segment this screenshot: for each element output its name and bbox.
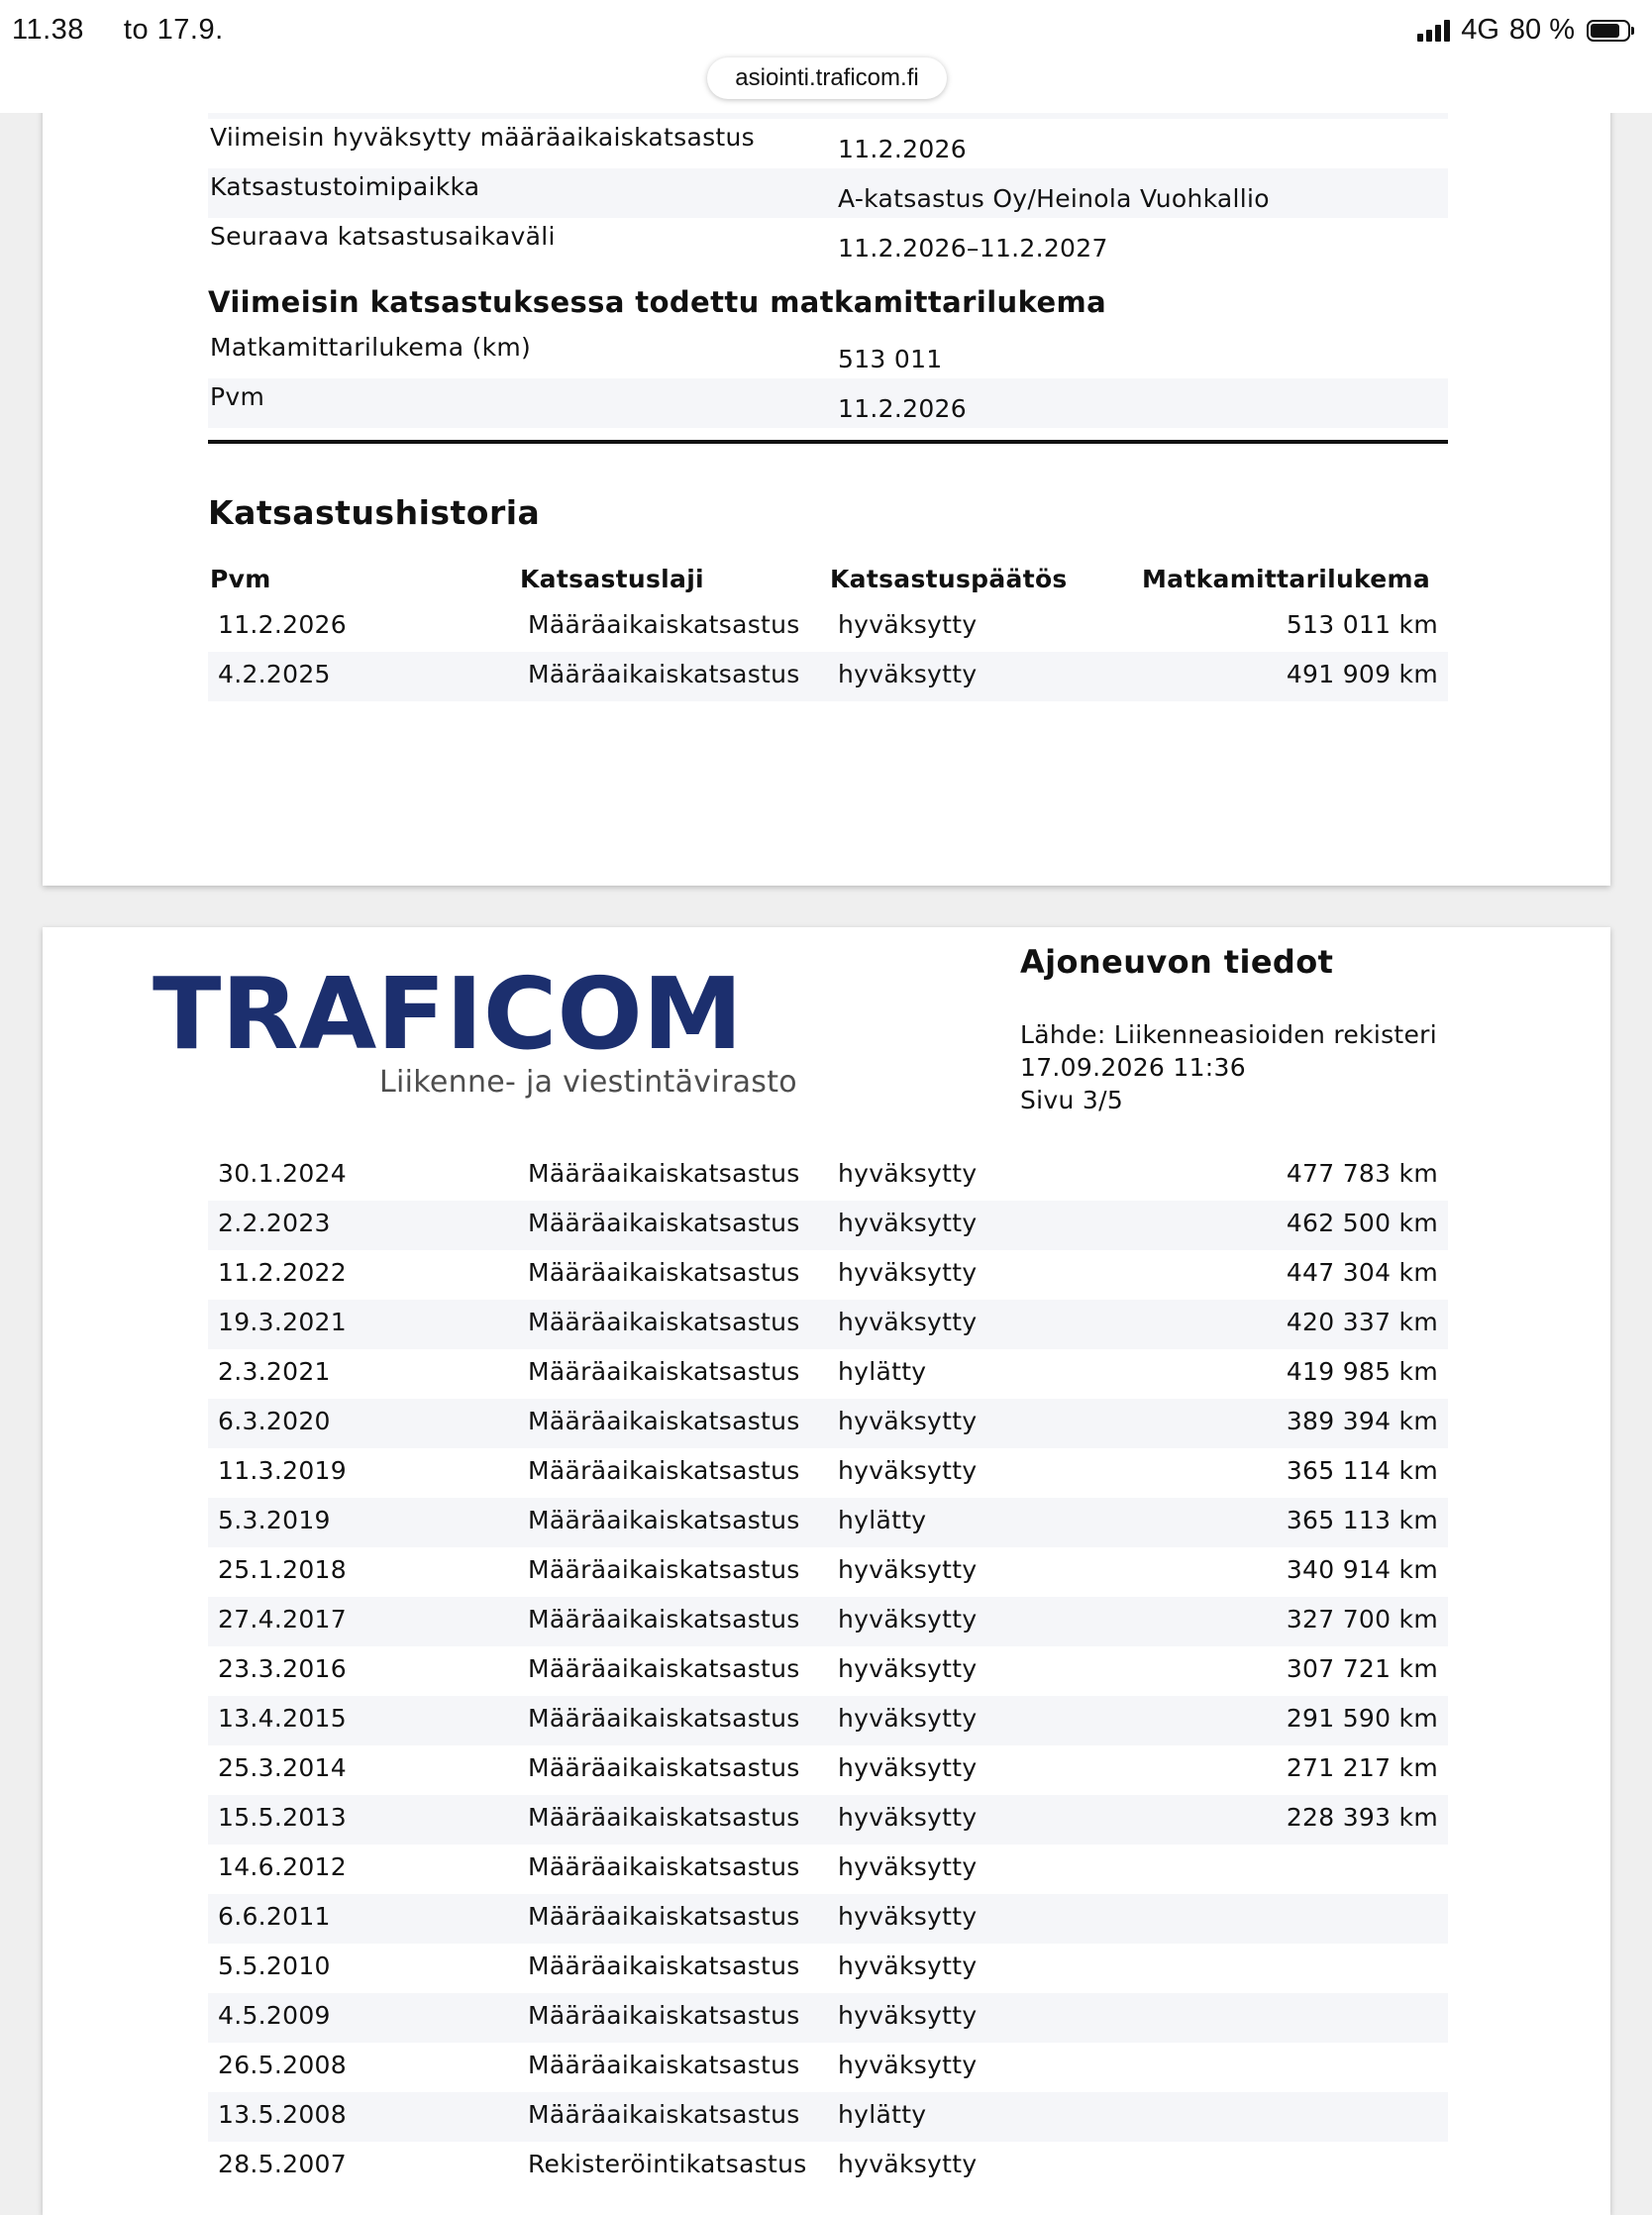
- detail-row: [208, 119, 1448, 168]
- cell-odometer: 491 909 km: [1286, 660, 1438, 688]
- cell-date: 14.6.2012: [218, 1852, 347, 1881]
- traficom-logo: [153, 972, 797, 1120]
- cell-date: 13.5.2008: [218, 2100, 347, 2129]
- cell-type: Määräaikaiskatsastus: [528, 2001, 800, 2030]
- cell-decision: hyväksytty: [838, 660, 978, 688]
- cell-odometer: 420 337 km: [1286, 1308, 1438, 1336]
- document-source: Lähde: Liikenneasioiden rekisteri: [1020, 1020, 1438, 1049]
- logo-subtitle: Liikenne- ja viestintävirasto: [379, 1065, 797, 1100]
- cell-odometer: 271 217 km: [1286, 1753, 1438, 1782]
- document-page-2[interactable]: [43, 0, 1610, 886]
- cell-decision: hyväksytty: [838, 1605, 978, 1634]
- cell-decision: hyväksytty: [838, 1159, 978, 1188]
- cell-decision: hylätty: [838, 1357, 927, 1386]
- cell-decision: hyväksytty: [838, 1258, 978, 1287]
- detail-value: 11.2.2026: [838, 394, 967, 423]
- cell-odometer: 462 500 km: [1286, 1209, 1438, 1237]
- cell-date: 2.2.2023: [218, 1209, 331, 1237]
- cell-type: Määräaikaiskatsastus: [528, 1407, 800, 1435]
- cell-date: 5.5.2010: [218, 1951, 331, 1980]
- table-row: [208, 1845, 1448, 1894]
- document-page-number: Sivu 3/5: [1020, 1086, 1124, 1114]
- battery-icon: [1587, 20, 1630, 42]
- document-page-3[interactable]: [43, 927, 1610, 2215]
- cell-odometer: 340 914 km: [1286, 1555, 1438, 1584]
- cell-date: 11.3.2019: [218, 1456, 347, 1485]
- cell-date: 11.2.2026: [218, 610, 347, 639]
- odometer-section-title: Viimeisin katsastuksessa todettu matkamittarilukema: [208, 285, 1107, 319]
- detail-value: 11.2.2026: [838, 135, 967, 163]
- cell-date: 26.5.2008: [218, 2051, 347, 2079]
- table-row: [208, 1151, 1448, 1201]
- detail-value: A-katsastus Oy/Heinola Vuohkallio: [838, 184, 1270, 213]
- detail-label: Katsastustoimipaikka: [210, 172, 480, 201]
- battery-percentage: 80 %: [1508, 14, 1575, 46]
- table-row: [208, 1399, 1448, 1448]
- table-row: [208, 2043, 1448, 2092]
- inspection-details: [208, 104, 1448, 701]
- header-odometer: Matkamittarilukema: [1142, 565, 1431, 593]
- header-date: Pvm: [210, 565, 271, 593]
- cell-type: Määräaikaiskatsastus: [528, 1753, 800, 1782]
- table-row: [208, 1597, 1448, 1646]
- cell-decision: hyväksytty: [838, 1753, 978, 1782]
- detail-label: Viimeisin hyväksytty määräaikaiskatsastus: [210, 123, 755, 152]
- cell-type: Määräaikaiskatsastus: [528, 1159, 800, 1188]
- table-row: [208, 1745, 1448, 1795]
- cell-odometer: 327 700 km: [1286, 1605, 1438, 1634]
- table-row: [208, 2092, 1448, 2142]
- cell-decision: hyväksytty: [838, 1407, 978, 1435]
- inspection-history-title: Katsastushistoria: [208, 493, 541, 532]
- table-row: [208, 1448, 1448, 1498]
- detail-value: 11.2.2026–11.2.2027: [838, 234, 1108, 263]
- table-row: [208, 1795, 1448, 1845]
- cell-type: Määräaikaiskatsastus: [528, 1357, 800, 1386]
- detail-row: [208, 218, 1448, 267]
- status-date: to 17.9.: [123, 14, 224, 46]
- cell-type: Määräaikaiskatsastus: [528, 1258, 800, 1287]
- cell-type: Määräaikaiskatsastus: [528, 1506, 800, 1534]
- cell-type: Määräaikaiskatsastus: [528, 1456, 800, 1485]
- table-row: [208, 1696, 1448, 1745]
- cell-type: Määräaikaiskatsastus: [528, 1951, 800, 1980]
- cell-decision: hyväksytty: [838, 1951, 978, 1980]
- cell-type: Määräaikaiskatsastus: [528, 1852, 800, 1881]
- cell-date: 28.5.2007: [218, 2150, 347, 2178]
- battery-fill: [1591, 24, 1619, 38]
- cell-odometer: 389 394 km: [1286, 1407, 1438, 1435]
- cell-date: 27.4.2017: [218, 1605, 347, 1634]
- cell-date: 19.3.2021: [218, 1308, 347, 1336]
- cell-type: Määräaikaiskatsastus: [528, 1902, 800, 1931]
- cell-odometer: 419 985 km: [1286, 1357, 1438, 1386]
- cell-type: Määräaikaiskatsastus: [528, 1704, 800, 1733]
- detail-label: Seuraava katsastusaikaväli: [210, 222, 556, 251]
- cell-date: 13.4.2015: [218, 1704, 347, 1733]
- cell-date: 30.1.2024: [218, 1159, 347, 1188]
- table-row: [208, 1201, 1448, 1250]
- table-row: [208, 1300, 1448, 1349]
- cell-type: Määräaikaiskatsastus: [528, 1654, 800, 1683]
- document-title: Ajoneuvon tiedot: [1020, 943, 1334, 981]
- traficom-wordmark: TRAFICOM: [153, 972, 743, 1061]
- cell-decision: hyväksytty: [838, 610, 978, 639]
- detail-row: [208, 378, 1448, 428]
- network-type: 4G: [1461, 14, 1499, 46]
- cell-decision: hylätty: [838, 1506, 927, 1534]
- cell-date: 11.2.2022: [218, 1258, 347, 1287]
- cell-decision: hyväksytty: [838, 2051, 978, 2079]
- detail-label: Matkamittarilukema (km): [210, 333, 532, 362]
- table-row: [208, 652, 1448, 701]
- detail-row: [208, 168, 1448, 218]
- cell-odometer: 365 113 km: [1286, 1506, 1438, 1534]
- cell-odometer: 447 304 km: [1286, 1258, 1438, 1287]
- address-bar-url[interactable]: asiointi.traficom.fi: [707, 57, 947, 99]
- cell-decision: hyväksytty: [838, 1555, 978, 1584]
- cell-type: Määräaikaiskatsastus: [528, 610, 800, 639]
- cellular-signal-icon: [1417, 20, 1453, 42]
- table-row: [208, 1894, 1448, 1944]
- traficom-wordmark-icon: [153, 972, 747, 1061]
- cell-date: 4.5.2009: [218, 2001, 331, 2030]
- cell-type: Määräaikaiskatsastus: [528, 2100, 800, 2129]
- table-row: [208, 602, 1448, 652]
- cell-type: Määräaikaiskatsastus: [528, 1555, 800, 1584]
- header-decision: Katsastuspäätös: [830, 565, 1068, 593]
- cell-type: Määräaikaiskatsastus: [528, 660, 800, 688]
- cell-type: Rekisteröintikatsastus: [528, 2150, 807, 2178]
- table-row: [208, 1498, 1448, 1547]
- cell-decision: hyväksytty: [838, 1902, 978, 1931]
- status-bar-left: [12, 14, 224, 47]
- cell-type: Määräaikaiskatsastus: [528, 1803, 800, 1832]
- cell-odometer: 513 011 km: [1286, 610, 1438, 639]
- cell-date: 23.3.2016: [218, 1654, 347, 1683]
- cell-decision: hyväksytty: [838, 1654, 978, 1683]
- cell-decision: hyväksytty: [838, 2001, 978, 2030]
- cell-decision: hylätty: [838, 2100, 927, 2129]
- cell-type: Määräaikaiskatsastus: [528, 1308, 800, 1336]
- table-row: [208, 1944, 1448, 1993]
- odometer-rows: [208, 329, 1448, 428]
- status-time: 11.38: [12, 14, 84, 46]
- cell-type: Määräaikaiskatsastus: [528, 1209, 800, 1237]
- cell-odometer: 365 114 km: [1286, 1456, 1438, 1485]
- detail-row: [208, 329, 1448, 378]
- history-table-continued: [208, 1151, 1448, 2191]
- cell-date: 2.3.2021: [218, 1357, 331, 1386]
- cell-date: 25.3.2014: [218, 1753, 347, 1782]
- table-row: [208, 2142, 1448, 2191]
- table-row: [208, 1349, 1448, 1399]
- history-table-body-continued: [208, 1151, 1448, 2191]
- cell-odometer: 291 590 km: [1286, 1704, 1438, 1733]
- header-type: Katsastuslaji: [520, 565, 704, 593]
- detail-value: 513 011: [838, 345, 943, 373]
- table-row: [208, 1646, 1448, 1696]
- history-table-header: [208, 557, 1448, 602]
- table-row: [208, 1993, 1448, 2043]
- table-row: [208, 1547, 1448, 1597]
- cell-date: 6.3.2020: [218, 1407, 331, 1435]
- cell-type: Määräaikaiskatsastus: [528, 1605, 800, 1634]
- cell-decision: hyväksytty: [838, 1209, 978, 1237]
- document-header: [1020, 943, 1575, 1116]
- cell-type: Määräaikaiskatsastus: [528, 2051, 800, 2079]
- cell-date: 25.1.2018: [218, 1555, 347, 1584]
- document-timestamp: 17.09.2026 11:36: [1020, 1053, 1246, 1082]
- cell-decision: hyväksytty: [838, 1803, 978, 1832]
- status-bar-right: [1417, 14, 1630, 47]
- cell-decision: hyväksytty: [838, 1704, 978, 1733]
- cell-odometer: 307 721 km: [1286, 1654, 1438, 1683]
- cell-decision: hyväksytty: [838, 2150, 978, 2178]
- history-table-body: [208, 602, 1448, 701]
- detail-label: Pvm: [210, 382, 265, 411]
- cell-odometer: 228 393 km: [1286, 1803, 1438, 1832]
- cell-date: 6.6.2011: [218, 1902, 331, 1931]
- cell-date: 4.2.2025: [218, 660, 331, 688]
- cell-date: 15.5.2013: [218, 1803, 347, 1832]
- cell-decision: hyväksytty: [838, 1308, 978, 1336]
- cell-decision: hyväksytty: [838, 1456, 978, 1485]
- table-row: [208, 1250, 1448, 1300]
- cell-date: 5.3.2019: [218, 1506, 331, 1534]
- cell-odometer: 477 783 km: [1286, 1159, 1438, 1188]
- cell-decision: hyväksytty: [838, 1852, 978, 1881]
